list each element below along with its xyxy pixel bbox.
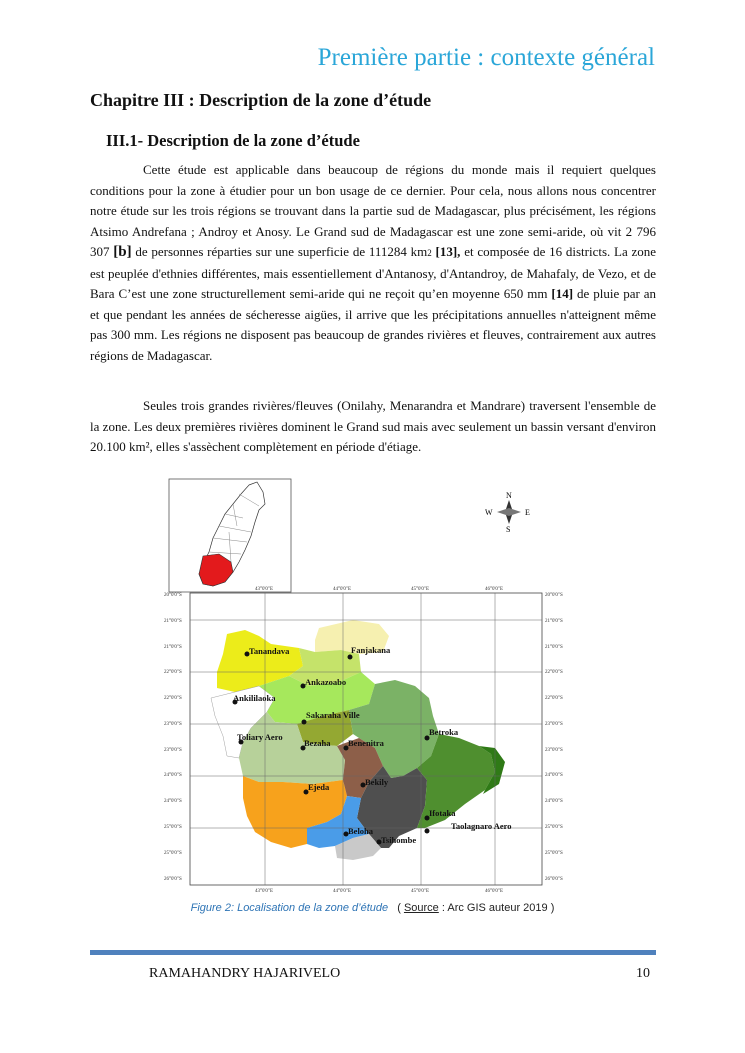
compass-north: N (506, 491, 512, 500)
lon-bottom-label: 45°0'0"E (411, 889, 429, 894)
section-title: III.1- Description de la zone d’étude (106, 131, 360, 150)
citation-b: [b] (113, 244, 132, 260)
lat-left-label: 21°0'0"S (164, 619, 182, 624)
lon-top-label: 46°0'0"E (485, 587, 503, 592)
lon-bottom-label: 44°0'0"E (333, 889, 351, 894)
label-sakaraha: Sakaraha Ville (306, 710, 360, 720)
lat-right-label: 20°0'0"S (545, 593, 563, 598)
figure-caption (0, 902, 745, 914)
lon-top-label: 43°0'0"E (255, 587, 273, 592)
label-tsihombe: Tsihombe (381, 835, 417, 845)
label-toliary: Toliary Aero (237, 732, 283, 742)
lon-bottom-label: 43°0'0"E (255, 889, 273, 894)
study-area-map-figure (163, 476, 589, 894)
caption-source-label: Source (403, 902, 439, 914)
lat-right-label: 24°0'0"S (545, 799, 563, 804)
inset-map (169, 479, 291, 592)
label-betroka: Betroka (429, 727, 459, 737)
station-dot-taolagnaro (425, 829, 430, 834)
station-dot-sakaraha (302, 720, 307, 725)
paragraph-1 (90, 160, 656, 366)
lat-right-label: 22°0'0"S (545, 696, 563, 701)
lon-top-label: 44°0'0"E (333, 587, 351, 592)
footer-author: RAMAHANDRY HAJARIVELO (149, 966, 341, 981)
citation-13: [13], (435, 244, 461, 259)
lat-right-label: 26°0'0"S (545, 877, 563, 882)
lat-right-label: 23°0'0"S (545, 748, 563, 753)
label-ankililaoka: Ankililaoka (233, 693, 276, 703)
citation-14: [14] (551, 286, 574, 301)
paragraph-2: Seules trois grandes rivières/fleuves (Onilahy, Menarandra et Mandrare) traversent l'ensemble de la zone. Les deux premières rivières dominent le Grand sud mais avec seulement un bassin versant d'environ 20.100 km², elles s'assèchent complètement en période d'étiage. (90, 398, 656, 454)
lat-right-label: 25°0'0"S (545, 825, 563, 830)
label-bekily: Bekily (365, 777, 389, 787)
label-benenitra: Benenitra (348, 738, 384, 748)
compass-south: S (506, 525, 511, 534)
label-beloha: Beloha (348, 826, 374, 836)
lat-right-label: 21°0'0"S (545, 619, 563, 624)
chapter-title: Chapitre III : Description de la zone d’étude (90, 90, 432, 110)
label-fanjakana: Fanjakana (351, 645, 391, 655)
lat-left-label: 24°0'0"S (164, 799, 182, 804)
p1-text-b: de personnes réparties sur une superficie de 111284 km (135, 244, 428, 259)
compass-east: E (525, 508, 530, 517)
page-header-title: Première partie : contexte général (317, 44, 655, 71)
lon-top-label: 45°0'0"E (411, 587, 429, 592)
lat-right-label: 21°0'0"S (545, 645, 563, 650)
lat-left-label: 26°0'0"S (164, 877, 182, 882)
caption-source-open: ( (397, 902, 401, 914)
label-taolagnaro: Taolagnaro Aero (451, 821, 512, 831)
label-ejeda: Ejeda (308, 782, 330, 792)
lat-left-label: 25°0'0"S (164, 851, 182, 856)
unit-subscript: 2 (427, 248, 432, 258)
lat-left-label: 20°0'0"S (164, 593, 182, 598)
lat-right-label: 25°0'0"S (545, 851, 563, 856)
lat-right-label: 22°0'0"S (545, 670, 563, 675)
lat-labels-right (545, 593, 563, 882)
p1-text-a: Cette étude est applicable dans beaucoup de régions du monde mais il requiert quelques conditions pour la zone à étudier pour un bon usage de ce dernier. Pour cela, nous allons nous concentrer notre étude sur les trois régions se trouvant dans la partie sud de Madagascar, plus précisément, les régions Atsimo Andrefana ; Androy et Anosy. Le Grand sud de Madagascar est une zone semi-aride, où vit 2 796 307 (90, 162, 656, 259)
lat-left-label: 21°0'0"S (164, 645, 182, 650)
station-dot-fanjakana (348, 655, 353, 660)
lat-left-label: 23°0'0"S (164, 748, 182, 753)
footer-rule (90, 950, 656, 955)
study-area-map (163, 476, 589, 894)
label-bezaha: Bezaha (304, 738, 331, 748)
page-number: 10 (636, 966, 650, 981)
lat-left-label: 24°0'0"S (164, 773, 182, 778)
compass-icon (485, 491, 530, 534)
label-ankazoabo: Ankazoabo (305, 677, 347, 687)
label-ifotaka: Ifotaka (429, 808, 456, 818)
lat-right-label: 24°0'0"S (545, 773, 563, 778)
lat-left-label: 22°0'0"S (164, 696, 182, 701)
label-tanandava: Tanandava (249, 646, 290, 656)
caption-source-rest: : Arc GIS auteur 2019 ) (441, 902, 555, 914)
compass-west: W (485, 508, 493, 517)
lon-bottom-label: 46°0'0"E (485, 889, 503, 894)
caption-text: Figure 2: Localisation de la zone d’étude (190, 902, 389, 914)
lat-left-label: 22°0'0"S (164, 670, 182, 675)
lat-left-label: 25°0'0"S (164, 825, 182, 830)
lat-right-label: 23°0'0"S (545, 722, 563, 727)
lat-labels-left (164, 593, 182, 882)
lat-left-label: 23°0'0"S (164, 722, 182, 727)
p1-text-d: de pluie par an et que pendant les années de sécheresse aigües, il arrive que les précipitations annuelles n'atteignent même pas 300 mm. Les régions ne disposent pas beaucoup de grandes rivières et fleuves, contrairement aux autres régions de Madagascar. (90, 286, 657, 363)
p1-text-c: et composée de 16 districts. La zone est peuplée d'ethnies différentes, mais essentiellement d'Antanosy, d'Antandroy, de Mahafaly, de Vezo, et de Bara C’est une zone structurellement semi-aride qui ne reçoit qu’en moyenne 650 mm (90, 244, 657, 301)
